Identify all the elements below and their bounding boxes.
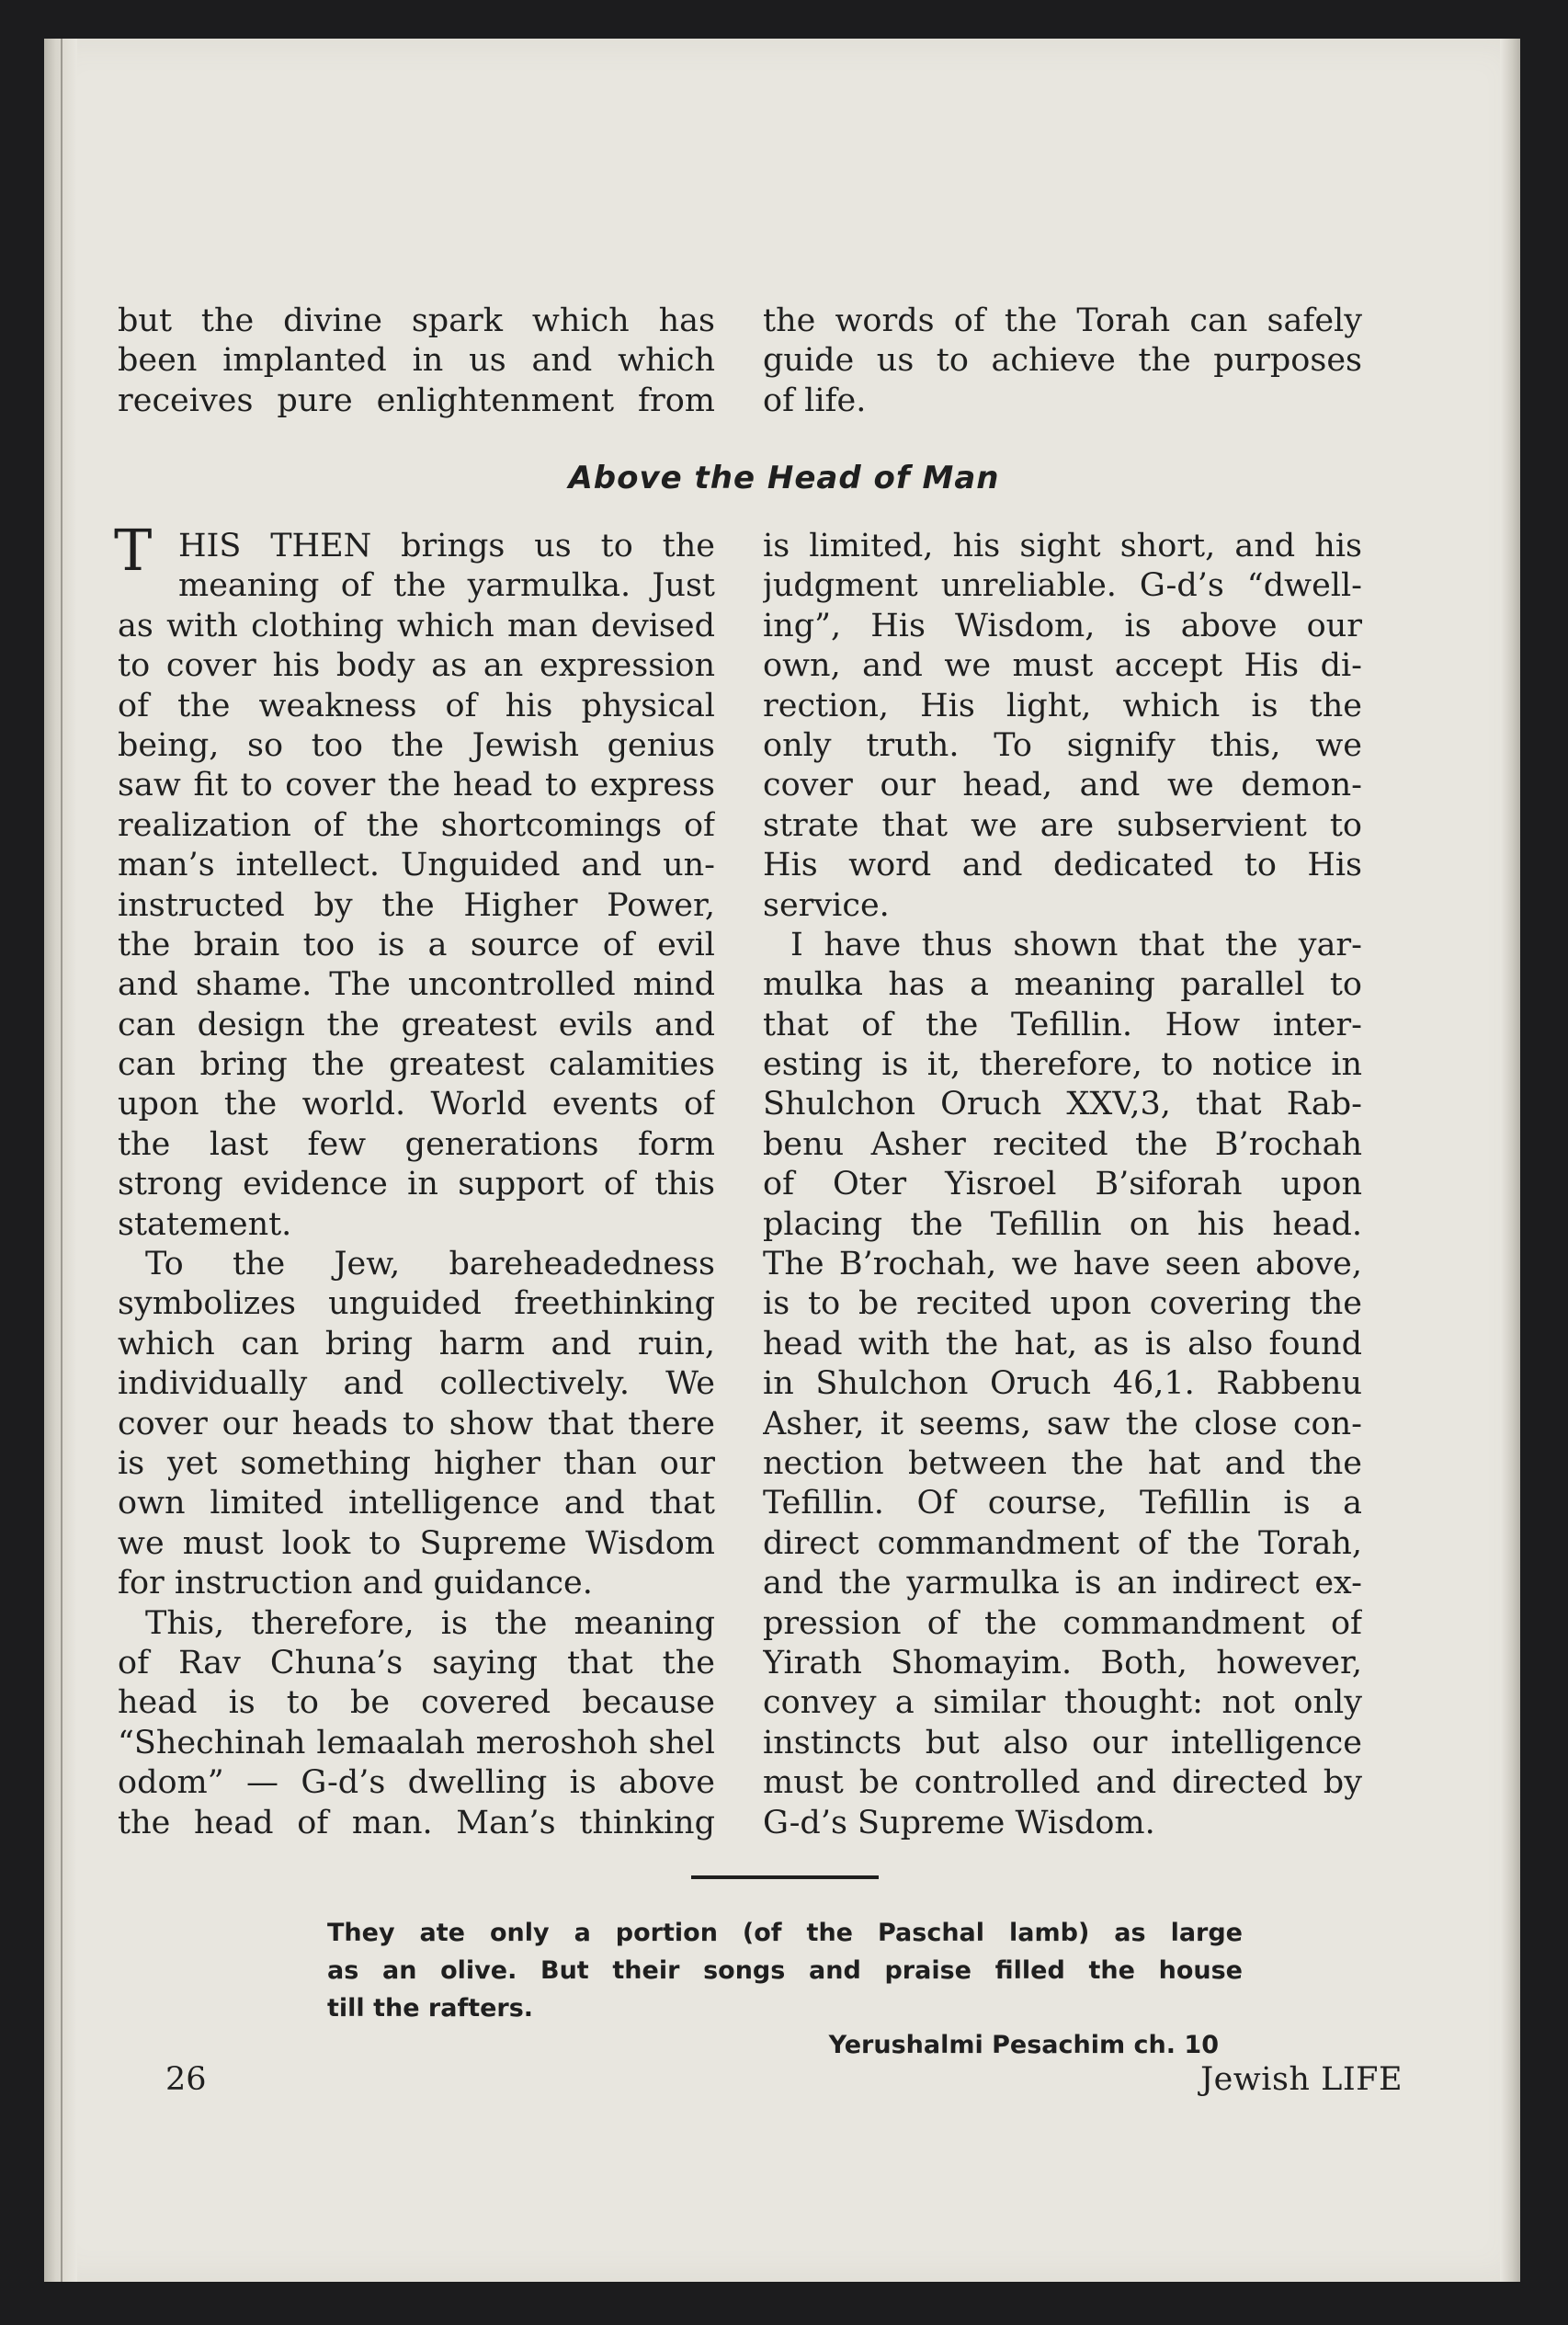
text-line: is yet something higher than our: [118, 1444, 715, 1482]
top-right-paragraph: [763, 302, 1362, 421]
text-line: instincts but also our intelligence: [763, 1724, 1362, 1761]
text-line: statement.: [118, 1205, 292, 1243]
text-line: only truth. To signify this, we: [763, 726, 1362, 764]
text-line: and the yarmulka is an indirect ex-: [763, 1565, 1362, 1602]
text-line: head is to be covered because: [118, 1684, 715, 1722]
text-line: for instruction and guidance.: [118, 1565, 593, 1602]
text-line: and shame. The uncontrolled mind: [118, 966, 715, 1004]
text-line: To the Jew, bareheadedness: [145, 1246, 715, 1283]
text-line: but the divine spark which has: [118, 302, 715, 339]
text-line: that of the Tefillin. How inter-: [763, 1006, 1362, 1043]
text-line: can bring the greatest calamities: [118, 1046, 715, 1084]
text-line: odom” — G-d’s dwelling is above: [118, 1764, 715, 1802]
section-heading: Above the Head of Man: [568, 460, 1000, 496]
text-line: the head of man. Man’s thinking: [118, 1804, 715, 1841]
running-title: Jewish LIFE: [1200, 2061, 1403, 2098]
text-line: Yirath Shomayim. Both, however,: [763, 1644, 1362, 1681]
text-line: “Shechinah lemaalah meroshoh shel: [118, 1724, 715, 1761]
text-line: This, therefore, is the meaning: [145, 1604, 715, 1642]
text-line: nection between the hat and the: [763, 1444, 1362, 1482]
separator-rule: [691, 1875, 879, 1879]
text-line: the words of the Torah can safely: [763, 302, 1362, 339]
page-number: 26: [165, 2061, 207, 2098]
text-line: is to be recited upon covering the: [763, 1285, 1362, 1323]
text-line: cover our head, and we demon-: [763, 767, 1362, 804]
text-line: Tefillin. Of course, Tefillin is a: [763, 1485, 1362, 1522]
text-line: must be controlled and directed by: [763, 1764, 1362, 1802]
text-line: been implanted in us and which: [118, 342, 715, 380]
text-line: the last few generations form: [118, 1125, 715, 1163]
text-line: of the weakness of his physical: [118, 687, 715, 724]
text-line: being, so too the Jewish genius: [118, 726, 715, 764]
quote-line: as an olive. But their songs and praise filled the house: [327, 1956, 1243, 1985]
text-line: HIS THEN brings us to the: [178, 528, 715, 564]
text-line: meaning of the yarmulka. Just: [178, 567, 715, 605]
quote-source: Yerushalmi Pesachim ch. 10: [828, 2031, 1219, 2059]
text-line: instructed by the Higher Power,: [118, 886, 715, 924]
text-line: placing the Tefillin on his head.: [763, 1205, 1362, 1243]
text-line: benu Asher recited the B’rochah: [763, 1125, 1362, 1163]
text-line: which can bring harm and ruin,: [118, 1325, 715, 1362]
text-line: realization of the shortcomings of: [118, 806, 715, 844]
text-line: guide us to achieve the purposes: [763, 342, 1362, 380]
text-line: strate that we are subservient to: [763, 806, 1362, 844]
text-line: own, and we must accept His di-: [763, 647, 1362, 685]
text-line: rection, His light, which is the: [763, 687, 1362, 724]
text-line: symbolizes unguided freethinking: [118, 1285, 715, 1323]
quote-block: [327, 1914, 1243, 2027]
text-line: esting is it, therefore, to notice in: [763, 1046, 1362, 1084]
text-line: ing”, His Wisdom, is above our: [763, 607, 1362, 644]
text-line: own limited intelligence and that: [118, 1485, 715, 1522]
text-line: Asher, it seems, saw the close con-: [763, 1405, 1362, 1442]
left-column: [118, 527, 715, 1843]
text-line: The B’rochah, we have seen above,: [763, 1246, 1362, 1283]
page-edge: [1500, 39, 1520, 2282]
text-line: strong evidence in support of this: [118, 1166, 715, 1203]
text-line: cover our heads to show that there: [118, 1405, 715, 1442]
text-line: individually and collectively. We: [118, 1365, 715, 1403]
text-line: the brain too is a source of evil: [118, 926, 715, 963]
text-line: pression of the commandment of: [763, 1604, 1362, 1642]
text-line: direct commandment of the Torah,: [763, 1524, 1362, 1562]
text-line: I have thus shown that the yar-: [790, 926, 1362, 963]
text-line: in Shulchon Oruch 46,1. Rabbenu: [763, 1365, 1362, 1403]
right-column: [763, 527, 1362, 1843]
text-line: receives pure enlightenment from: [118, 382, 715, 419]
text-line: as with clothing which man devised: [118, 607, 715, 644]
text-line: of life.: [763, 382, 867, 419]
text-line: to cover his body as an expression: [118, 647, 715, 685]
text-line: man’s intellect. Unguided and un-: [118, 847, 715, 884]
text-line: head with the hat, as is also found: [763, 1325, 1362, 1362]
text-line: is limited, his sight short, and his: [763, 528, 1362, 564]
quote-line: till the rafters.: [327, 1994, 534, 2023]
text-line: Shulchon Oruch XXV,3, that Rab-: [763, 1086, 1362, 1123]
binding-line: [61, 39, 62, 2282]
text-line: mulka has a meaning parallel to: [763, 966, 1362, 1004]
quote-line: They ate only a portion (of the Paschal lamb) as large: [327, 1919, 1243, 1947]
text-line: we must look to Supreme Wisdom: [118, 1524, 715, 1562]
text-line: of Oter Yisroel B’siforah upon: [763, 1166, 1362, 1203]
text-line: of Rav Chuna’s saying that the: [118, 1644, 715, 1681]
text-line: G-d’s Supreme Wisdom.: [763, 1804, 1155, 1841]
top-left-paragraph: [118, 302, 715, 421]
drop-cap: T: [114, 517, 153, 584]
text-line: saw fit to cover the head to express: [118, 767, 715, 804]
text-line: convey a similar thought: not only: [763, 1684, 1362, 1722]
text-line: service.: [763, 886, 890, 924]
text-line: His word and dedicated to His: [763, 847, 1362, 884]
text-line: upon the world. World events of: [118, 1086, 715, 1123]
text-line: can design the greatest evils and: [118, 1006, 715, 1043]
text-line: judgment unreliable. G-d’s “dwell-: [763, 567, 1362, 605]
